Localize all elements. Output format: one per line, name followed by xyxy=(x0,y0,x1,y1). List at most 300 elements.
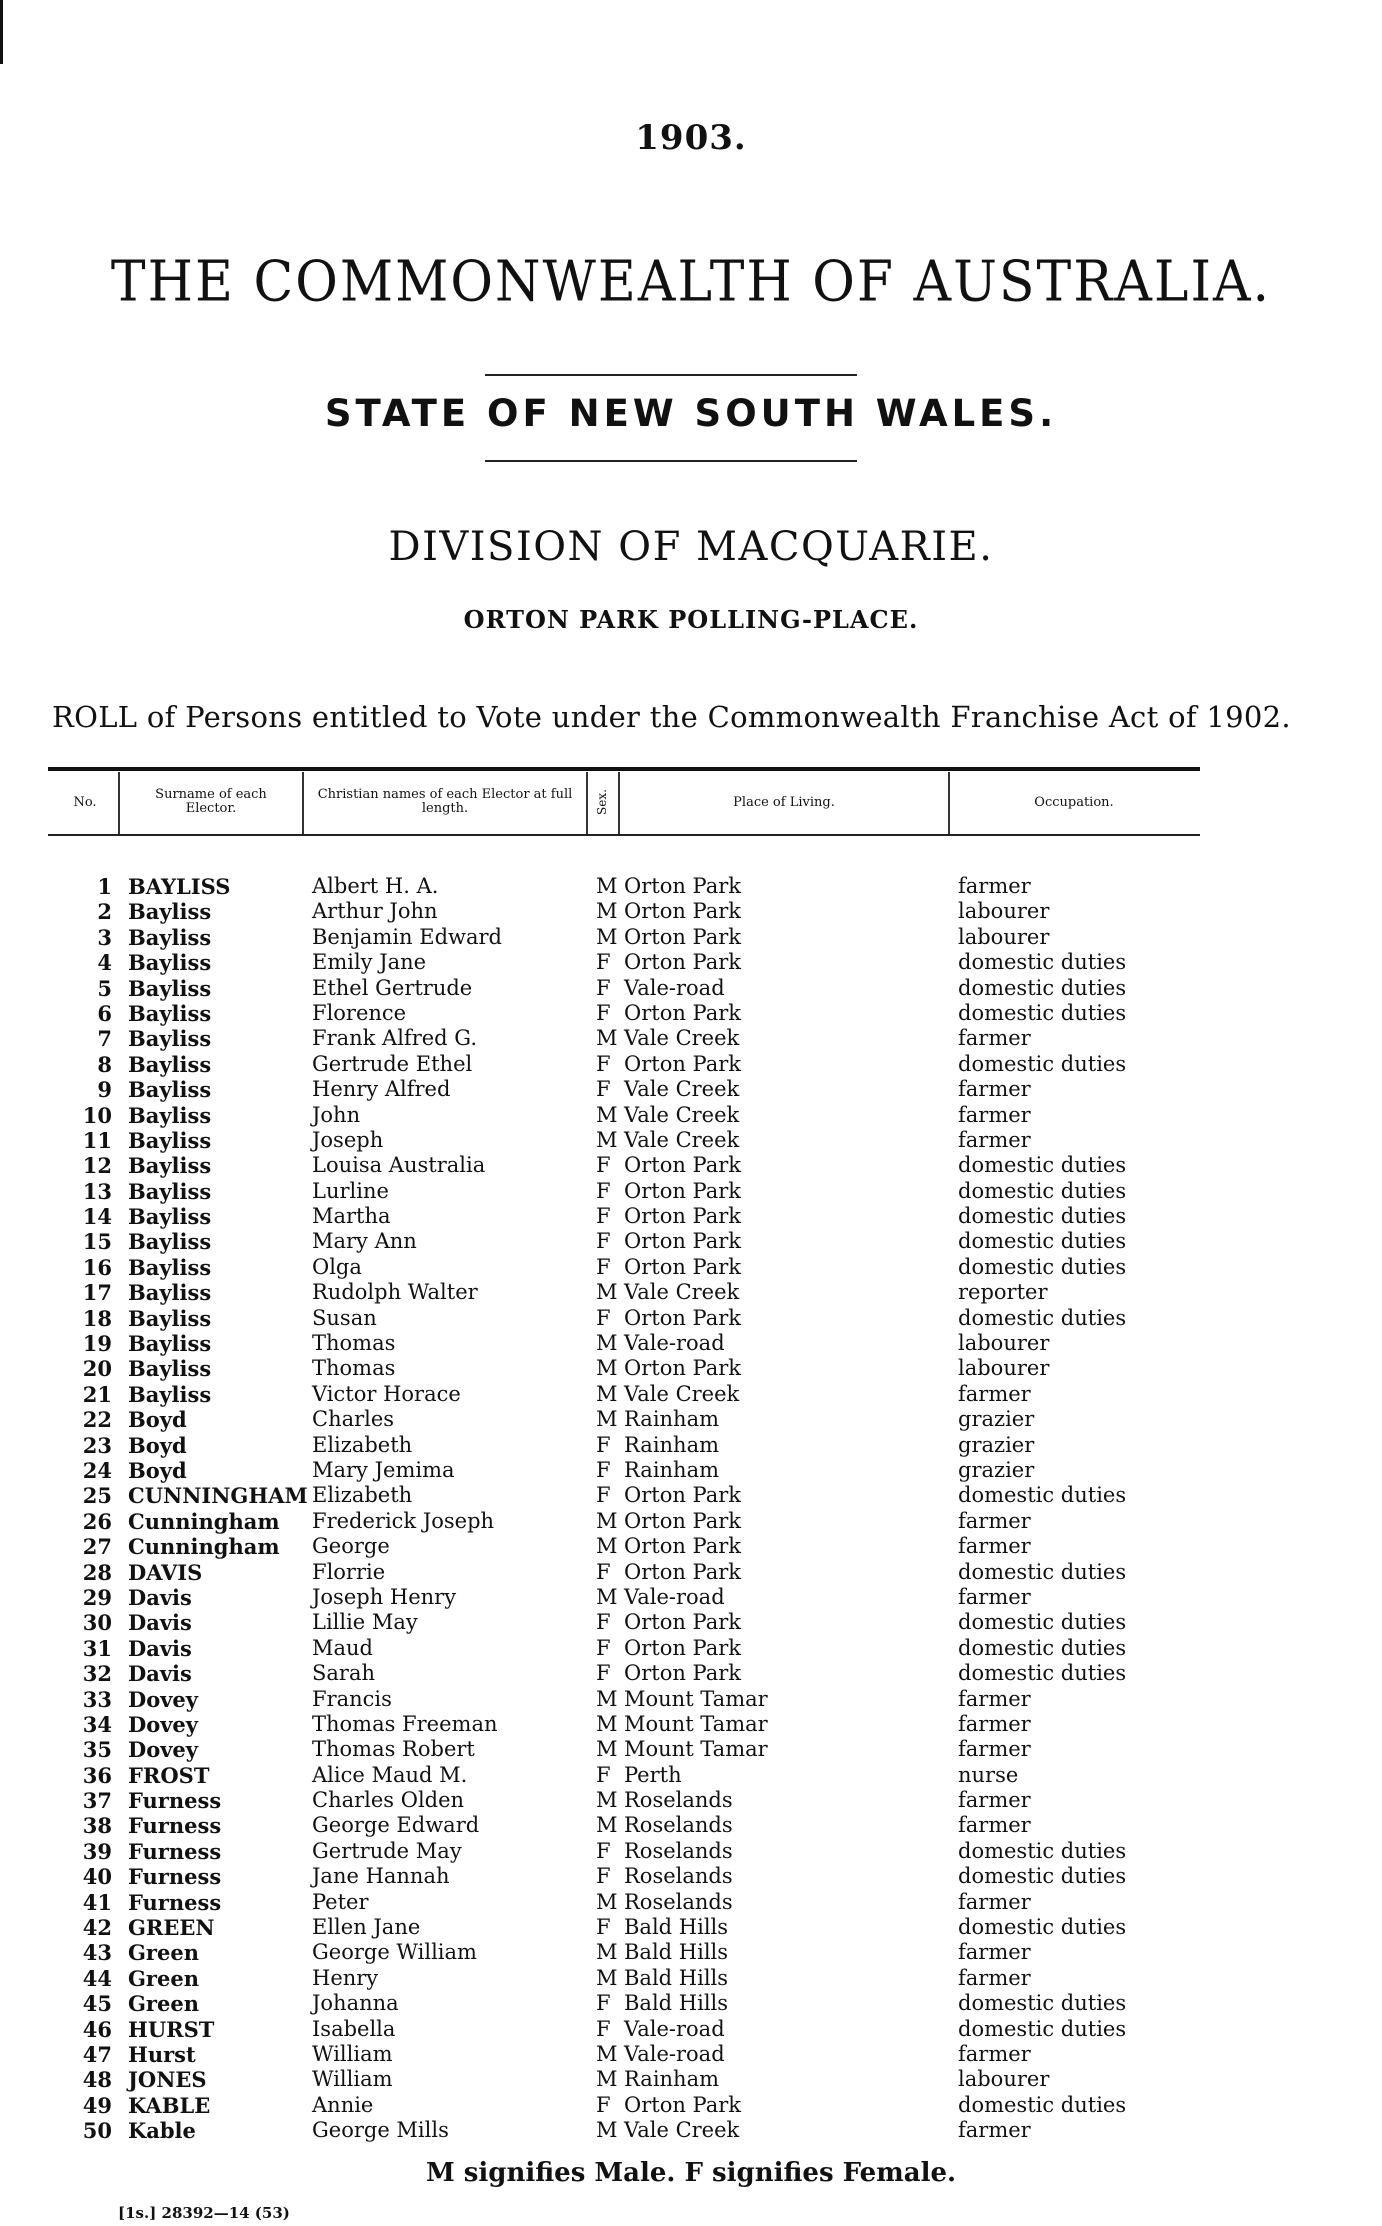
elector-surname: Bayliss xyxy=(128,1153,212,1179)
elector-number: 10 xyxy=(82,1102,112,1128)
elector-number: 7 xyxy=(97,1026,112,1052)
elector-occupation: reporter xyxy=(958,1280,1048,1305)
table-row xyxy=(0,1712,1382,1737)
table-row xyxy=(0,1280,1382,1305)
elector-surname: KABLE xyxy=(128,2092,211,2118)
elector-christian-names: Charles Olden xyxy=(312,1788,465,1813)
elector-place: Rainham xyxy=(624,1407,720,1432)
elector-place: Orton Park xyxy=(624,924,742,949)
table-row xyxy=(0,1788,1382,1813)
elector-place: Vale-road xyxy=(624,2041,725,2066)
elector-occupation: domestic duties xyxy=(958,1305,1127,1330)
table-row xyxy=(0,950,1382,975)
table-row xyxy=(0,1839,1382,1864)
elector-sex: M xyxy=(596,1737,618,1762)
elector-surname: Bayliss xyxy=(128,1305,212,1331)
elector-number: 36 xyxy=(82,1762,112,1788)
table-row xyxy=(0,1077,1382,1102)
elector-number: 17 xyxy=(82,1280,112,1306)
elector-sex: F xyxy=(596,1457,611,1482)
elector-surname: Boyd xyxy=(128,1432,187,1458)
elector-occupation: grazier xyxy=(958,1407,1035,1432)
elector-christian-names: Susan xyxy=(312,1305,377,1330)
elector-occupation: farmer xyxy=(958,1813,1031,1838)
elector-surname: Furness xyxy=(128,1813,222,1839)
elector-number: 14 xyxy=(82,1204,112,1230)
year-heading: 1903. xyxy=(635,118,747,158)
elector-christian-names: Ethel Gertrude xyxy=(312,975,473,1000)
elector-place: Orton Park xyxy=(624,1534,742,1559)
elector-place: Vale Creek xyxy=(624,2118,740,2143)
elector-place: Bald Hills xyxy=(624,1991,729,2016)
elector-christian-names: Charles xyxy=(312,1407,395,1432)
elector-occupation: domestic duties xyxy=(958,950,1127,975)
table-row xyxy=(0,1001,1382,1026)
elector-sex: F xyxy=(596,2092,611,2117)
elector-occupation: labourer xyxy=(958,1356,1050,1381)
elector-number: 38 xyxy=(82,1813,112,1839)
elector-number: 18 xyxy=(82,1305,112,1331)
elector-surname: Furness xyxy=(128,1889,222,1915)
elector-occupation: nurse xyxy=(958,1762,1019,1787)
elector-christian-names: George Mills xyxy=(312,2118,449,2143)
elector-sex: F xyxy=(596,1000,611,1025)
elector-place: Orton Park xyxy=(624,1661,742,1686)
elector-place: Orton Park xyxy=(624,2092,742,2117)
elector-sex: F xyxy=(596,1864,611,1889)
elector-occupation: grazier xyxy=(958,1432,1035,1457)
elector-surname: Bayliss xyxy=(128,924,212,950)
elector-surname: GREEN xyxy=(128,1915,215,1941)
elector-christian-names: Martha xyxy=(312,1204,391,1229)
header-surname: Surname of each Elector. xyxy=(155,787,267,816)
elector-number: 48 xyxy=(82,2067,112,2093)
elector-sex: M xyxy=(596,2067,618,2092)
elector-sex: M xyxy=(596,1356,618,1381)
elector-place: Vale Creek xyxy=(624,1077,740,1102)
elector-occupation: domestic duties xyxy=(958,1915,1127,1940)
table-row xyxy=(0,2042,1382,2067)
table-row xyxy=(0,1128,1382,1153)
elector-number: 27 xyxy=(82,1534,112,1560)
elector-sex: F xyxy=(596,975,611,1000)
elector-number: 29 xyxy=(82,1584,112,1610)
elector-surname: FROST xyxy=(128,1762,210,1788)
elector-surname: Bayliss xyxy=(128,1204,212,1230)
elector-christian-names: George xyxy=(312,1534,390,1559)
elector-occupation: farmer xyxy=(958,874,1031,898)
elector-place: Orton Park xyxy=(624,1254,742,1279)
elector-list xyxy=(0,874,1382,2144)
table-row xyxy=(0,1915,1382,1940)
elector-christian-names: Isabella xyxy=(312,2016,396,2041)
elector-occupation: domestic duties xyxy=(958,1000,1127,1025)
elector-christian-names: Frank Alfred G. xyxy=(312,1026,477,1051)
elector-sex: F xyxy=(596,1254,611,1279)
elector-place: Orton Park xyxy=(624,1635,742,1660)
column-divider xyxy=(618,772,620,834)
elector-place: Orton Park xyxy=(624,899,742,924)
elector-christian-names: Thomas xyxy=(312,1356,396,1381)
elector-place: Perth xyxy=(624,1762,682,1787)
elector-surname: Bayliss xyxy=(128,1280,212,1306)
elector-place: Vale-road xyxy=(624,1331,725,1356)
elector-christian-names: Ellen Jane xyxy=(312,1915,421,1940)
elector-surname: Bayliss xyxy=(128,899,212,925)
elector-sex: F xyxy=(596,1204,611,1229)
elector-place: Mount Tamar xyxy=(624,1711,768,1736)
elector-surname: Davis xyxy=(128,1584,192,1610)
elector-christian-names: John xyxy=(312,1102,361,1127)
table-row xyxy=(0,1331,1382,1356)
elector-place: Rainham xyxy=(624,1432,720,1457)
state-heading: STATE OF NEW SOUTH WALES. xyxy=(324,392,1058,435)
elector-surname: Hurst xyxy=(128,2041,196,2067)
elector-surname: Furness xyxy=(128,1864,222,1890)
table-row xyxy=(0,1737,1382,1762)
elector-number: 1 xyxy=(97,874,112,899)
elector-occupation: domestic duties xyxy=(958,975,1127,1000)
table-row xyxy=(0,1026,1382,1051)
elector-place: Vale-road xyxy=(624,2016,725,2041)
elector-number: 42 xyxy=(82,1915,112,1941)
elector-number: 19 xyxy=(82,1331,112,1357)
elector-occupation: domestic duties xyxy=(958,1864,1127,1889)
elector-surname: Davis xyxy=(128,1635,192,1661)
column-divider xyxy=(948,772,950,834)
elector-christian-names: Peter xyxy=(312,1889,369,1914)
elector-occupation: labourer xyxy=(958,2067,1050,2092)
elector-occupation: farmer xyxy=(958,1102,1031,1127)
header-sex: Sex. xyxy=(595,789,609,815)
elector-surname: Bayliss xyxy=(128,1331,212,1357)
elector-sex: M xyxy=(596,1711,618,1736)
elector-surname: Furness xyxy=(128,1788,222,1814)
column-divider xyxy=(586,772,588,834)
table-row xyxy=(0,1661,1382,1686)
elector-sex: M xyxy=(596,1407,618,1432)
elector-place: Orton Park xyxy=(624,1356,742,1381)
elector-surname: Cunningham xyxy=(128,1534,280,1560)
elector-occupation: domestic duties xyxy=(958,1178,1127,1203)
elector-occupation: farmer xyxy=(958,1127,1031,1152)
elector-number: 8 xyxy=(97,1051,112,1077)
elector-surname: Bayliss xyxy=(128,1381,212,1407)
elector-surname: Bayliss xyxy=(128,1127,212,1153)
elector-surname: Bayliss xyxy=(128,950,212,976)
table-row xyxy=(0,899,1382,924)
elector-sex: F xyxy=(596,1432,611,1457)
elector-number: 47 xyxy=(82,2041,112,2067)
elector-sex: M xyxy=(596,1381,618,1406)
elector-sex: F xyxy=(596,1559,611,1584)
elector-place: Rainham xyxy=(624,2067,720,2092)
elector-sex: F xyxy=(596,950,611,975)
table-row xyxy=(0,1966,1382,1991)
elector-occupation: labourer xyxy=(958,1331,1050,1356)
elector-sex: M xyxy=(596,924,618,949)
table-row xyxy=(0,1382,1382,1407)
table-row xyxy=(0,1763,1382,1788)
elector-surname: Davis xyxy=(128,1661,192,1687)
table-row xyxy=(0,1407,1382,1432)
elector-place: Rainham xyxy=(624,1457,720,1482)
elector-sex: F xyxy=(596,1610,611,1635)
elector-number: 43 xyxy=(82,1940,112,1966)
elector-number: 40 xyxy=(82,1864,112,1890)
elector-occupation: farmer xyxy=(958,1788,1031,1813)
elector-surname: Bayliss xyxy=(128,1051,212,1077)
elector-occupation: farmer xyxy=(958,1965,1031,1990)
elector-number: 13 xyxy=(82,1178,112,1204)
elector-number: 5 xyxy=(97,975,112,1001)
table-row xyxy=(0,1255,1382,1280)
elector-number: 46 xyxy=(82,2016,112,2042)
table-row xyxy=(0,2067,1382,2092)
table-row xyxy=(0,1534,1382,1559)
elector-sex: M xyxy=(596,874,618,898)
elector-surname: Bayliss xyxy=(128,1077,212,1103)
elector-sex: F xyxy=(596,1483,611,1508)
elector-occupation: domestic duties xyxy=(958,1991,1127,2016)
header-no: No. xyxy=(73,795,97,810)
elector-occupation: domestic duties xyxy=(958,1153,1127,1178)
elector-place: Orton Park xyxy=(624,1000,742,1025)
elector-place: Orton Park xyxy=(624,1508,742,1533)
elector-place: Orton Park xyxy=(624,1051,742,1076)
elector-place: Roselands xyxy=(624,1889,733,1914)
table-row xyxy=(0,1636,1382,1661)
table-row xyxy=(0,925,1382,950)
elector-christian-names: Olga xyxy=(312,1254,362,1279)
elector-christian-names: Florence xyxy=(312,1000,407,1025)
elector-number: 45 xyxy=(82,1991,112,2017)
elector-occupation: domestic duties xyxy=(958,1838,1127,1863)
elector-surname: Bayliss xyxy=(128,1102,212,1128)
table-row xyxy=(0,1204,1382,1229)
elector-sex: M xyxy=(596,1102,618,1127)
elector-christian-names: Joseph Henry xyxy=(312,1584,457,1609)
elector-surname: Bayliss xyxy=(128,1026,212,1052)
elector-place: Roselands xyxy=(624,1838,733,1863)
elector-christian-names: Maud xyxy=(312,1635,373,1660)
header-occupation: Occupation. xyxy=(1034,795,1114,810)
elector-place: Vale-road xyxy=(624,975,725,1000)
elector-surname: Green xyxy=(128,1991,199,2017)
table-row xyxy=(0,2093,1382,2118)
elector-occupation: farmer xyxy=(958,1026,1031,1051)
elector-place: Orton Park xyxy=(624,1229,742,1254)
elector-christian-names: Johanna xyxy=(312,1991,399,2016)
elector-number: 41 xyxy=(82,1889,112,1915)
table-row xyxy=(0,1890,1382,1915)
sex-key-footnote: M signifies Male. F signifies Female. xyxy=(425,2158,957,2188)
elector-christian-names: Elizabeth xyxy=(312,1483,413,1508)
elector-christian-names: Arthur John xyxy=(312,899,438,924)
elector-christian-names: Mary Jemima xyxy=(312,1457,455,1482)
polling-place-heading: ORTON PARK POLLING-PLACE. xyxy=(463,605,919,634)
elector-place: Orton Park xyxy=(624,1305,742,1330)
elector-number: 25 xyxy=(82,1483,112,1509)
table-row xyxy=(0,1179,1382,1204)
elector-place: Bald Hills xyxy=(624,1965,729,1990)
elector-sex: F xyxy=(596,1051,611,1076)
elector-occupation: farmer xyxy=(958,1381,1031,1406)
elector-christian-names: Henry Alfred xyxy=(312,1077,451,1102)
elector-surname: Davis xyxy=(128,1610,192,1636)
title-rule-top xyxy=(485,374,857,376)
elector-christian-names: Henry xyxy=(312,1965,379,1990)
elector-occupation: farmer xyxy=(958,1889,1031,1914)
table-row xyxy=(0,1052,1382,1077)
elector-number: 34 xyxy=(82,1711,112,1737)
elector-sex: M xyxy=(596,1508,618,1533)
elector-christian-names: Louisa Australia xyxy=(312,1153,486,1178)
elector-surname: Bayliss xyxy=(128,1254,212,1280)
elector-surname: DAVIS xyxy=(128,1559,203,1585)
header-christian: Christian names of each Elector at full length. xyxy=(317,787,573,816)
elector-surname: Boyd xyxy=(128,1457,187,1483)
elector-place: Orton Park xyxy=(624,1559,742,1584)
elector-christian-names: Elizabeth xyxy=(312,1432,413,1457)
table-row xyxy=(0,1103,1382,1128)
table-row xyxy=(0,874,1382,899)
elector-number: 23 xyxy=(82,1432,112,1458)
elector-sex: M xyxy=(596,2041,618,2066)
elector-place: Roselands xyxy=(624,1788,733,1813)
printer-reference: [1s.] 28392—14 (53) xyxy=(118,2204,290,2222)
elector-christian-names: Thomas Freeman xyxy=(312,1711,498,1736)
elector-surname: CUNNINGHAM xyxy=(128,1483,308,1509)
elector-occupation: farmer xyxy=(958,2041,1031,2066)
elector-number: 28 xyxy=(82,1559,112,1585)
elector-place: Vale Creek xyxy=(624,1381,740,1406)
elector-occupation: labourer xyxy=(958,924,1050,949)
table-row xyxy=(0,1306,1382,1331)
elector-number: 3 xyxy=(97,924,112,950)
elector-place: Mount Tamar xyxy=(624,1737,768,1762)
elector-number: 44 xyxy=(82,1965,112,1991)
elector-occupation: domestic duties xyxy=(958,1051,1127,1076)
elector-surname: Dovey xyxy=(128,1711,198,1737)
elector-surname: Kable xyxy=(128,2118,196,2144)
elector-surname: JONES xyxy=(128,2067,207,2093)
elector-surname: Green xyxy=(128,1965,199,1991)
elector-christian-names: William xyxy=(312,2067,393,2092)
elector-sex: F xyxy=(596,1077,611,1102)
table-row xyxy=(0,1610,1382,1635)
column-divider xyxy=(302,772,304,834)
elector-occupation: farmer xyxy=(958,1534,1031,1559)
elector-place: Vale Creek xyxy=(624,1102,740,1127)
elector-occupation: domestic duties xyxy=(958,1254,1127,1279)
elector-number: 4 xyxy=(97,950,112,976)
table-row xyxy=(0,1229,1382,1254)
elector-christian-names: Victor Horace xyxy=(312,1381,461,1406)
table-row xyxy=(0,2017,1382,2042)
elector-number: 37 xyxy=(82,1788,112,1814)
elector-christian-names: Lillie May xyxy=(312,1610,418,1635)
elector-occupation: domestic duties xyxy=(958,1661,1127,1686)
elector-number: 35 xyxy=(82,1737,112,1763)
elector-sex: F xyxy=(596,1762,611,1787)
elector-place: Bald Hills xyxy=(624,1940,729,1965)
elector-christian-names: Gertrude May xyxy=(312,1838,462,1863)
elector-number: 2 xyxy=(97,899,112,925)
elector-sex: F xyxy=(596,1991,611,2016)
elector-surname: Dovey xyxy=(128,1686,198,1712)
elector-number: 39 xyxy=(82,1838,112,1864)
roll-title: ROLL of Persons entitled to Vote under the Commonwealth Franchise Act of 1902. xyxy=(52,700,1291,734)
elector-number: 24 xyxy=(82,1457,112,1483)
elector-number: 6 xyxy=(97,1000,112,1026)
elector-place: Bald Hills xyxy=(624,1915,729,1940)
elector-sex: F xyxy=(596,1635,611,1660)
elector-number: 26 xyxy=(82,1508,112,1534)
table-row xyxy=(0,1864,1382,1889)
elector-occupation: farmer xyxy=(958,2118,1031,2143)
table-row xyxy=(0,1153,1382,1178)
table-row xyxy=(0,1560,1382,1585)
elector-sex: F xyxy=(596,1153,611,1178)
elector-occupation: farmer xyxy=(958,1940,1031,1965)
elector-number: 50 xyxy=(82,2118,112,2144)
elector-surname: BAYLISS xyxy=(128,874,231,899)
table-row xyxy=(0,1991,1382,2016)
elector-sex: M xyxy=(596,1331,618,1356)
elector-place: Vale Creek xyxy=(624,1026,740,1051)
table-row xyxy=(0,1687,1382,1712)
elector-number: 30 xyxy=(82,1610,112,1636)
elector-christian-names: Rudolph Walter xyxy=(312,1280,478,1305)
elector-sex: F xyxy=(596,2016,611,2041)
elector-number: 15 xyxy=(82,1229,112,1255)
elector-christian-names: William xyxy=(312,2041,393,2066)
elector-sex: F xyxy=(596,1229,611,1254)
elector-place: Roselands xyxy=(624,1864,733,1889)
elector-sex: M xyxy=(596,1813,618,1838)
elector-sex: F xyxy=(596,1915,611,1940)
elector-christian-names: Jane Hannah xyxy=(312,1864,450,1889)
elector-surname: Bayliss xyxy=(128,975,212,1001)
elector-number: 49 xyxy=(82,2092,112,2118)
elector-surname: Furness xyxy=(128,1838,222,1864)
table-row xyxy=(0,2118,1382,2143)
elector-christian-names: Albert H. A. xyxy=(312,874,439,898)
elector-sex: F xyxy=(596,1661,611,1686)
division-heading: DIVISION OF MACQUARIE. xyxy=(388,524,994,570)
elector-sex: M xyxy=(596,1280,618,1305)
elector-occupation: domestic duties xyxy=(958,2092,1127,2117)
elector-christian-names: Frederick Joseph xyxy=(312,1508,495,1533)
elector-sex: M xyxy=(596,899,618,924)
elector-sex: M xyxy=(596,1026,618,1051)
elector-number: 20 xyxy=(82,1356,112,1382)
elector-place: Orton Park xyxy=(624,1483,742,1508)
elector-occupation: farmer xyxy=(958,1077,1031,1102)
commonwealth-title: THE COMMONWEALTH OF AUSTRALIA. xyxy=(110,249,1272,315)
table-row xyxy=(0,1458,1382,1483)
elector-surname: Green xyxy=(128,1940,199,1966)
table-row xyxy=(0,1940,1382,1965)
title-rule-bottom xyxy=(485,460,857,462)
table-row xyxy=(0,976,1382,1001)
elector-occupation: farmer xyxy=(958,1711,1031,1736)
elector-christian-names: Francis xyxy=(312,1686,392,1711)
elector-surname: Cunningham xyxy=(128,1508,280,1534)
elector-christian-names: Thomas xyxy=(312,1331,396,1356)
column-divider xyxy=(118,772,120,834)
